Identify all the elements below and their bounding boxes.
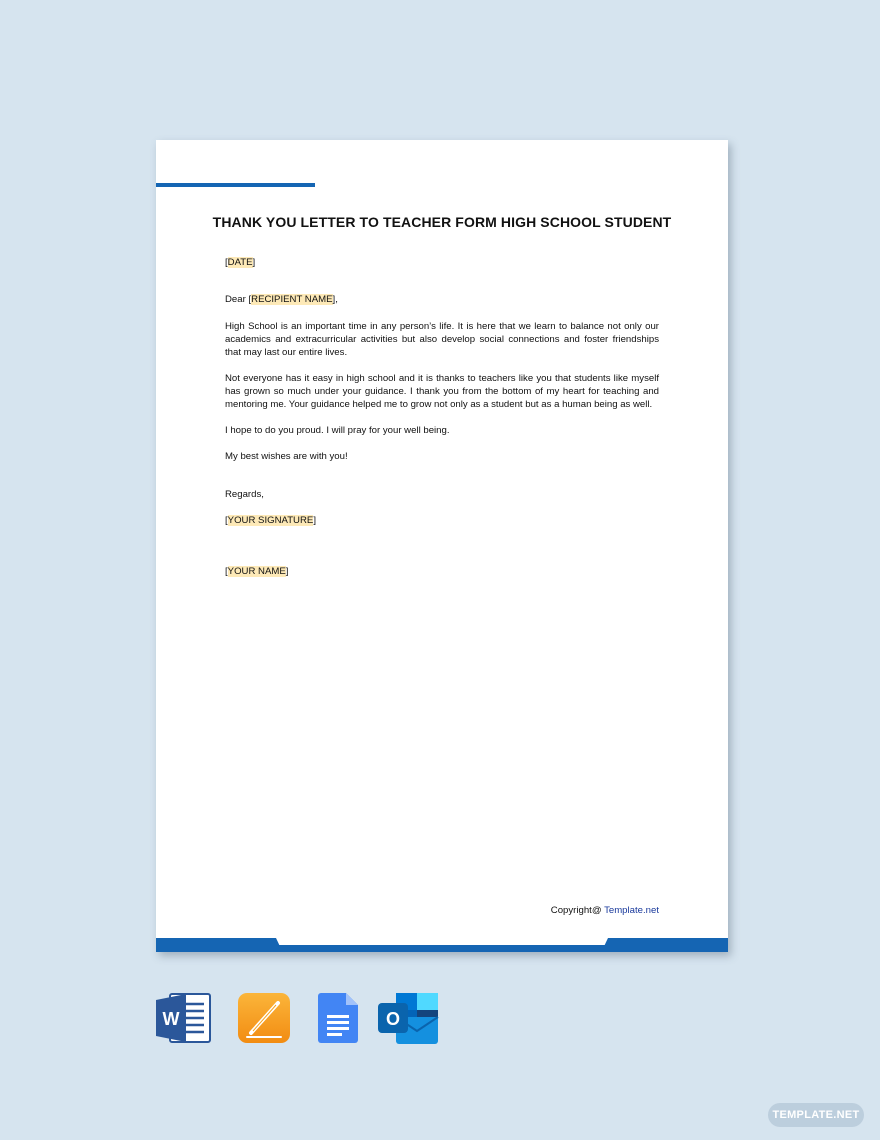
outlook-icon-letter: O bbox=[385, 1009, 401, 1029]
name-line: [YOUR NAME] bbox=[225, 566, 289, 577]
signature-placeholder[interactable]: YOUR SIGNATURE bbox=[227, 515, 314, 526]
signature-line: [YOUR SIGNATURE] bbox=[225, 515, 316, 526]
paragraph-3: I hope to do you proud. I will pray for your well being. bbox=[225, 425, 450, 436]
document-title: THANK YOU LETTER TO TEACHER FORM HIGH SCHOOL STUDENT bbox=[212, 214, 672, 230]
date-placeholder[interactable]: DATE bbox=[227, 257, 253, 268]
paragraph-2: Not everyone has it easy in high school and it is thanks to teachers like you that students like myself has grown so much under your guidance. I thank you from the bottom of my heart for teaching and mentoring me. Your guidance helped me to grow not only as a student but as a human being as well. bbox=[225, 373, 659, 410]
salutation-prefix: Dear [ bbox=[225, 294, 252, 305]
letter-page bbox=[156, 140, 728, 952]
google-docs-icon[interactable] bbox=[318, 993, 360, 1050]
top-accent-bar bbox=[156, 183, 315, 187]
word-icon[interactable] bbox=[156, 992, 212, 1049]
word-icon-letter: W bbox=[162, 1009, 180, 1029]
bottom-notch bbox=[276, 938, 608, 945]
copyright bbox=[551, 905, 659, 916]
copyright-prefix: Copyright@ bbox=[550, 905, 605, 916]
copyright-link[interactable]: Template.net bbox=[604, 905, 659, 916]
closing: Regards, bbox=[225, 489, 264, 500]
salutation bbox=[225, 293, 659, 306]
date-line: [DATE] bbox=[225, 257, 256, 268]
template-net-badge[interactable]: TEMPLATE.NET bbox=[768, 1103, 864, 1127]
name-placeholder[interactable]: YOUR NAME bbox=[227, 566, 286, 577]
outlook-icon[interactable] bbox=[378, 993, 440, 1050]
salutation-suffix: ], bbox=[332, 294, 338, 305]
paragraph-4: My best wishes are with you! bbox=[225, 451, 348, 462]
pages-icon[interactable] bbox=[238, 993, 290, 1050]
recipient-placeholder[interactable]: RECIPIENT NAME bbox=[251, 294, 333, 305]
paragraph-1: High School is an important time in any person’s life. It is here that we learn to balance not only our academics and extracurricular activities but also develop social connections and foster friendships that may last our entire lives. bbox=[225, 321, 659, 358]
